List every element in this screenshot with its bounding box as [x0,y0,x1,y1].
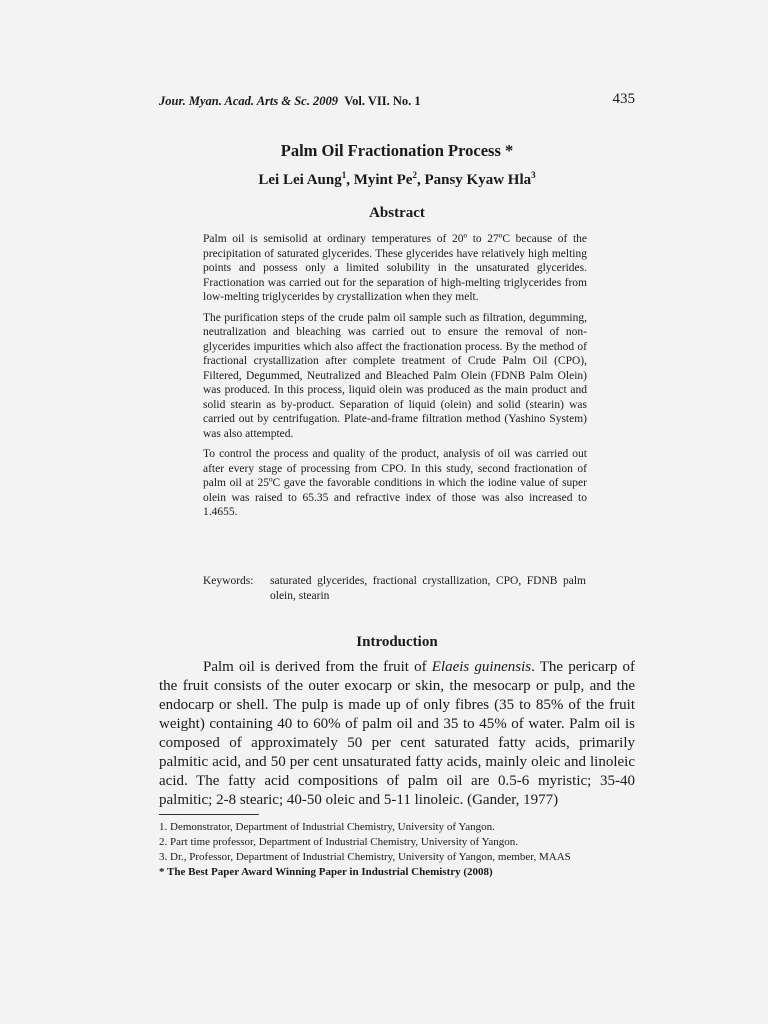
author-affiliation-mark: 2 [412,170,417,180]
keywords-text: saturated glycerides, fractional crystallization, CPO, FDNB palm olein, stearin [270,575,586,602]
volume-info: Vol. VII. No. 1 [344,94,421,108]
abstract-paragraph: The purification steps of the crude palm oil sample such as filtration, degumming, neutralization and bleaching was carried out to ensure the removal of non-glycerides impurities which also affect the fractionation process. By the method of fractional crystallization after complete treatment of Crude Palm Oil (CPO), Filtered, Degummed, Neutralized and Bleached Palm Olein (FDNB Palm Olein) was produced. In this process, liquid olein was produced as the main product and solid stearin as by-product. Separation of liquid (olein) and solid (stearin) was carried out by centrifugation. Plate-and-frame filtration method (Yashino System) was also attempted. [203,311,587,440]
abstract-body [203,232,587,526]
keywords [203,574,587,603]
abstract-paragraph: Palm oil is semisolid at ordinary temperatures of 20º to 27ºC because of the precipitation of saturated glycerides. These glycerides have relatively high melting points and possess only a limited solubility in the unsaturated glycerides. Fractionation was carried out for the separation of high-melting triglycerides from low-melting triglycerides by crystallization when they melt. [203,233,587,303]
introduction-paragraph [159,658,635,810]
author-name: Pansy Kyaw Hla [424,172,532,188]
intro-text: Palm oil is derived from the fruit of [203,659,432,675]
author-name: Myint Pe [353,172,413,188]
paper-title: Palm Oil Fractionation Process * [280,141,514,160]
abstract-paragraph: To control the process and quality of the product, analysis of oil was carried out after every stage of processing from CPO. In this study, second fractionation of palm oil at 25ºC gave the favorable conditions in which the iodine value of super olein was raised to 65.35 and refractive index of those was also increased to 1.4655. [203,448,587,518]
author-affiliation-mark: 1 [341,170,347,180]
footnote-divider [159,814,259,815]
running-head [159,91,635,109]
author-name: Lei Lei Aung [258,172,342,188]
footnote: 3. Dr., Professor, Department of Industrial Chemistry, University of Yangon, member, MAAS [159,851,571,863]
author-affiliation-mark: 3 [531,170,536,180]
award-note: * The Best Paper Award Winning Paper in Industrial Chemistry (2008) [159,866,493,878]
introduction-body [159,658,635,810]
species-name: Elaeis guinensis [431,659,532,675]
keywords-label: Keywords: [203,575,254,587]
introduction-heading: Introduction [356,634,438,650]
footnote: 2. Part time professor, Department of Industrial Chemistry, University of Yangon. [159,836,519,848]
intro-text: . The pericarp of the fruit consists of the outer exocarp or skin, the mesocarp or pulp, and the endocarp or shell. The pulp is made up of only fibres (35 to 85% of the fruit weight) containing 40 to 60% of palm oil and 35 to 45% of water. Palm oil is composed of approximately 50 per cent saturated fatty acids, primarily palmitic acid, and 50 per cent unsaturated fatty acids, mainly oleic and linoleic acid. The fatty acid compositions of palm oil are 0.5-6 myristic; 35-40 palmitic; 2-8 stearic; 40-50 oleic and 5-11 linoleic. (Gander, 1977) [159,659,635,808]
footnotes [159,820,639,880]
author-list: Lei Lei Aung$^1$, Myint Pe$^2$, Pansy Kyaw Hla$^3$ [258,170,536,188]
page-number: 435 [612,91,635,107]
footnote: 1. Demonstrator, Department of Industrial Chemistry, University of Yangon. [159,821,495,833]
abstract-heading: Abstract [369,205,425,221]
journal-name: Jour. Myan. Acad. Arts & Sc. 2009 [159,94,338,108]
